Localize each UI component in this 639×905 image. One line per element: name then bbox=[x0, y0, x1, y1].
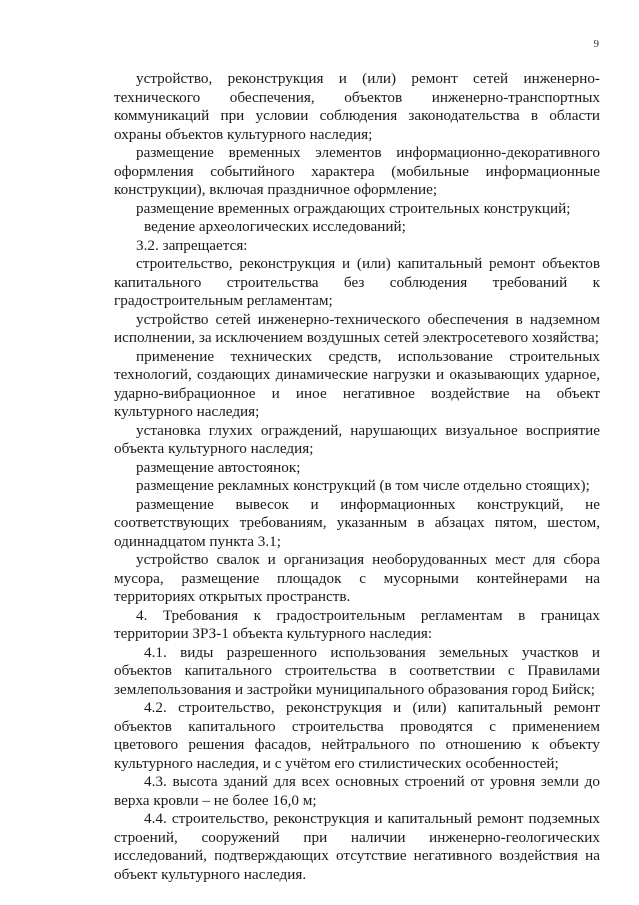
paragraph: применение технических средств, использование строительных технологий, создающих динамические нагрузки и оказывающих ударное, ударно-вибрационное и иное негативное воздействие на объект культурного наследия; bbox=[114, 347, 600, 420]
paragraph: 4.4. строительство, реконструкция и капитальный ремонт подземных строений, сооружений при наличии инженерно-геологических исследований, подтверждающих отсутствие негативного воздействия на объект культурного наследия. bbox=[114, 810, 600, 883]
paragraph: размещение временных элементов информационно-декоративного оформления событийного характера (мобильные информационные конструкции), включая праздничное оформление; bbox=[114, 144, 600, 198]
paragraph: размещение рекламных конструкций (в том числе отдельно стоящих); bbox=[136, 477, 590, 494]
page-number: 9 bbox=[593, 38, 599, 50]
paragraph: устройство свалок и организация необорудованных мест для сбора мусора, размещение площадок с мусорными контейнерами на территориях открытых пространств. bbox=[114, 551, 600, 605]
paragraph: установка глухих ограждений, нарушающих визуальное восприятие объекта культурного наследия; bbox=[114, 421, 600, 457]
paragraph: размещение вывесок и информационных конструкций, не соответствующих требованиям, указанным в абзацах пятом, шестом, одиннадцатом пункта 3.1; bbox=[114, 495, 600, 550]
paragraph: 3.2. запрещается: bbox=[136, 236, 248, 254]
paragraph: размещение временных ограждающих строительных конструкций; bbox=[136, 199, 571, 217]
paragraph: строительство, реконструкция и (или) капитальный ремонт объектов капитального строительства без соблюдения требований к градостроительным регламентам; bbox=[114, 255, 600, 309]
paragraph: 4.1. виды разрешенного использования земельных участков и объектов капитального строительства в соответствии с Правилами землепользования и застройки муниципального образования город Бийск; bbox=[114, 643, 600, 698]
document-body bbox=[114, 70, 600, 884]
paragraph: устройство сетей инженерно-технического обеспечения в надземном исполнении, за исключением воздушных сетей электросетевого хозяйства; bbox=[114, 310, 600, 346]
paragraph: устройство, реконструкция и (или) ремонт сетей инженерно-технического обеспечения, объектов инженерно-транспортных коммуникаций при условии соблюдения законодательства в области охраны объектов культурного наследия; bbox=[114, 70, 600, 143]
paragraph: ведение археологических исследований; bbox=[144, 218, 406, 235]
paragraph: 4. Требования к градостроительным регламентам в границах территории ЗРЗ-1 объекта культурного наследия: bbox=[114, 606, 600, 642]
paragraph: размещение автостоянок; bbox=[136, 458, 301, 476]
paragraph: 4.3. высота зданий для всех основных строений от уровня земли до верха кровли – не более 16,0 м; bbox=[114, 773, 600, 809]
paragraph: 4.2. строительство, реконструкция и (или) капитальный ремонт объектов капитального строительства проводятся с применением цветового решения фасадов, нейтрального по отношению к объекту культурного наследия, и с учётом его стилистических особенностей; bbox=[114, 699, 600, 772]
